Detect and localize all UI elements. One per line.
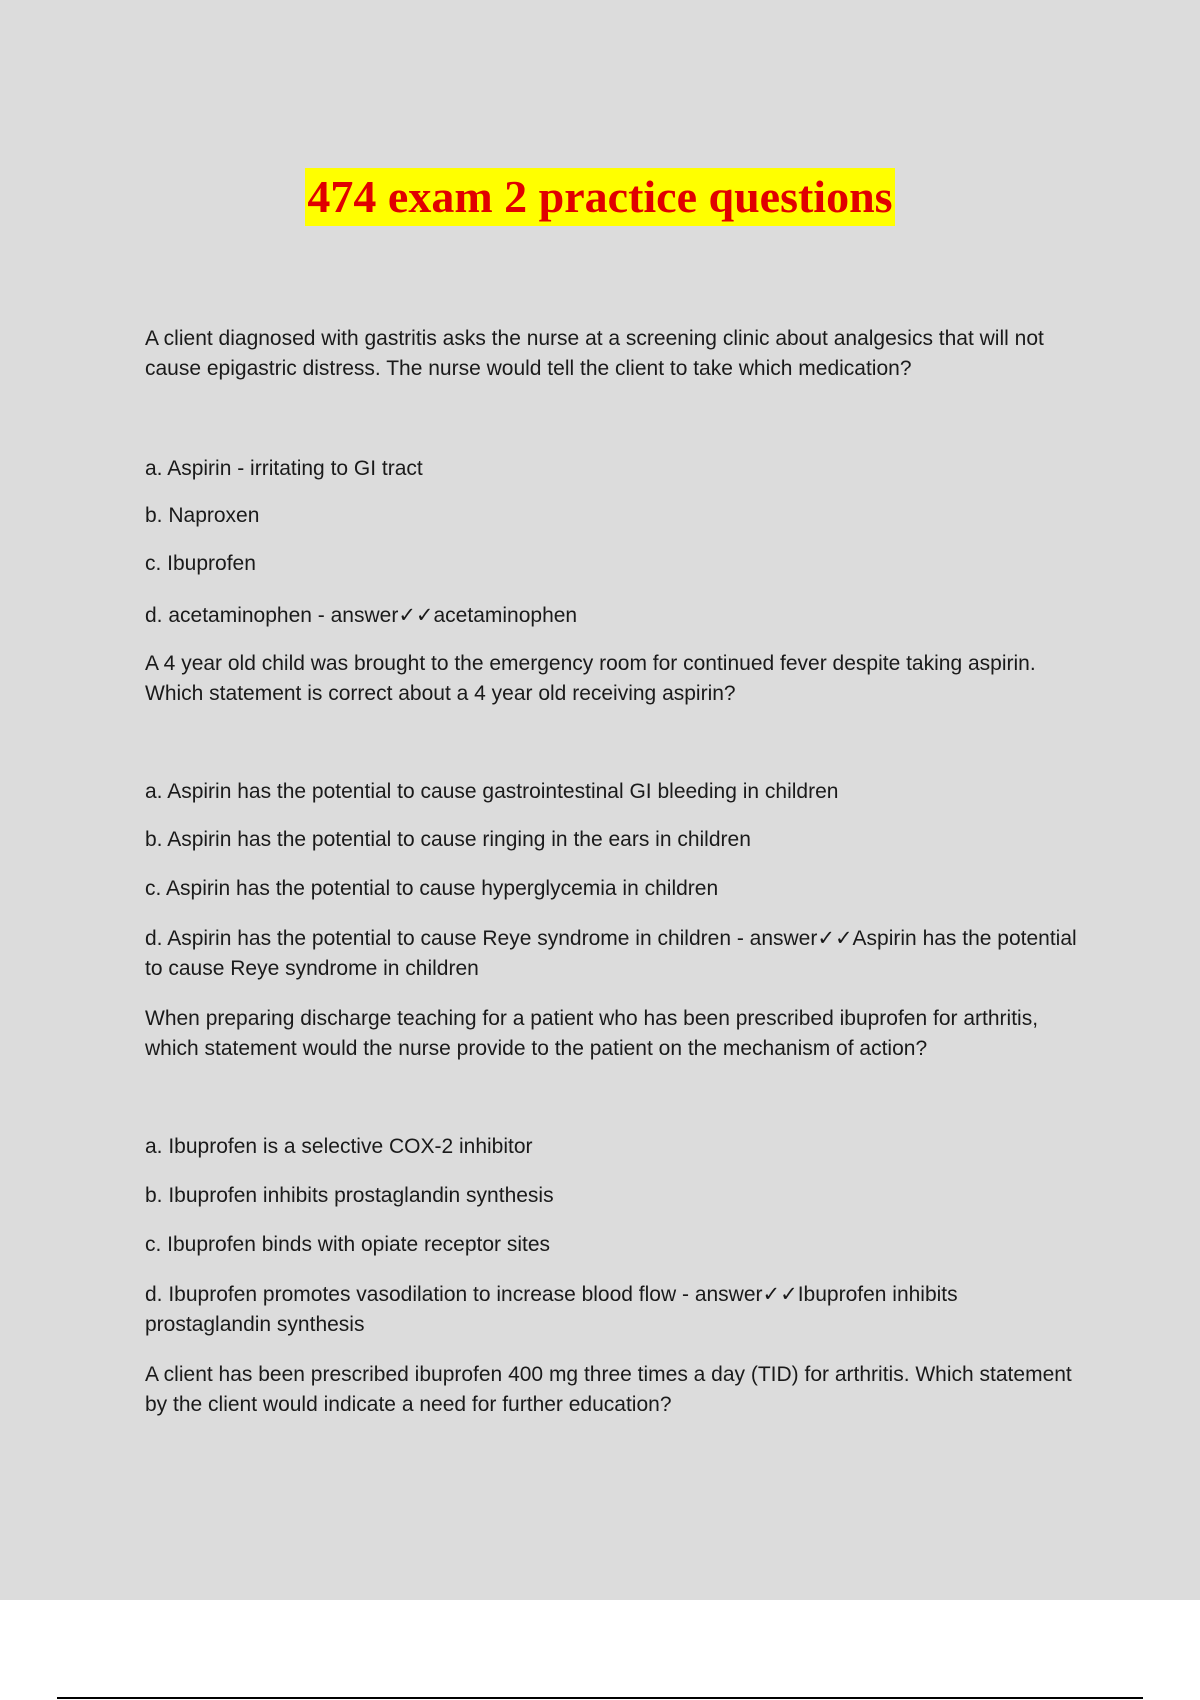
title-container: [0, 168, 1200, 226]
question-2-stem: A 4 year old child was brought to the emergency room for continued fever despite taking aspirin. Which statement is correct about a 4 year old receiving aspirin?: [145, 652, 1036, 705]
question-3-stem: When preparing discharge teaching for a patient who has been prescribed ibuprofen for arthritis, which statement would the nurse provide to the patient on the mechanism of action?: [145, 1007, 1039, 1060]
question-1-option-d: d. acetaminophen - answer✓✓acetaminophen: [145, 604, 578, 627]
question-1-option-c: c. Ibuprofen: [145, 552, 256, 575]
question-1-option-a: a. Aspirin - irritating to GI tract: [145, 457, 423, 480]
page-title: 474 exam 2 practice questions: [305, 168, 894, 226]
question-2-option-c: c. Aspirin has the potential to cause hyperglycemia in children: [145, 877, 719, 900]
question-2-option-b: b. Aspirin has the potential to cause ringing in the ears in children: [145, 828, 751, 851]
question-1-option-b: b. Naproxen: [145, 504, 260, 527]
question-3-option-c: c. Ibuprofen binds with opiate receptor sites: [145, 1233, 551, 1256]
question-3-option-a: a. Ibuprofen is a selective COX-2 inhibitor: [145, 1135, 533, 1158]
question-3-option-b: b. Ibuprofen inhibits prostaglandin synthesis: [145, 1184, 554, 1207]
question-2-option-a: a. Aspirin has the potential to cause gastrointestinal GI bleeding in children: [145, 780, 839, 803]
question-2-option-d: d. Aspirin has the potential to cause Reye syndrome in children - answer✓✓Aspirin has the potential to cause Reye syndrome in children: [145, 927, 1077, 980]
question-3-option-d: d. Ibuprofen promotes vasodilation to increase blood flow - answer✓✓Ibuprofen inhibits prostaglandin synthesis: [145, 1283, 958, 1336]
footer-divider: [57, 1697, 1143, 1699]
question-1-stem: A client diagnosed with gastritis asks the nurse at a screening clinic about analgesics that will not cause epigastric distress. The nurse would tell the client to take which medication?: [145, 327, 1044, 380]
question-4-stem: A client has been prescribed ibuprofen 400 mg three times a day (TID) for arthritis. Which statement by the client would indicate a need for further education?: [145, 1363, 1072, 1416]
